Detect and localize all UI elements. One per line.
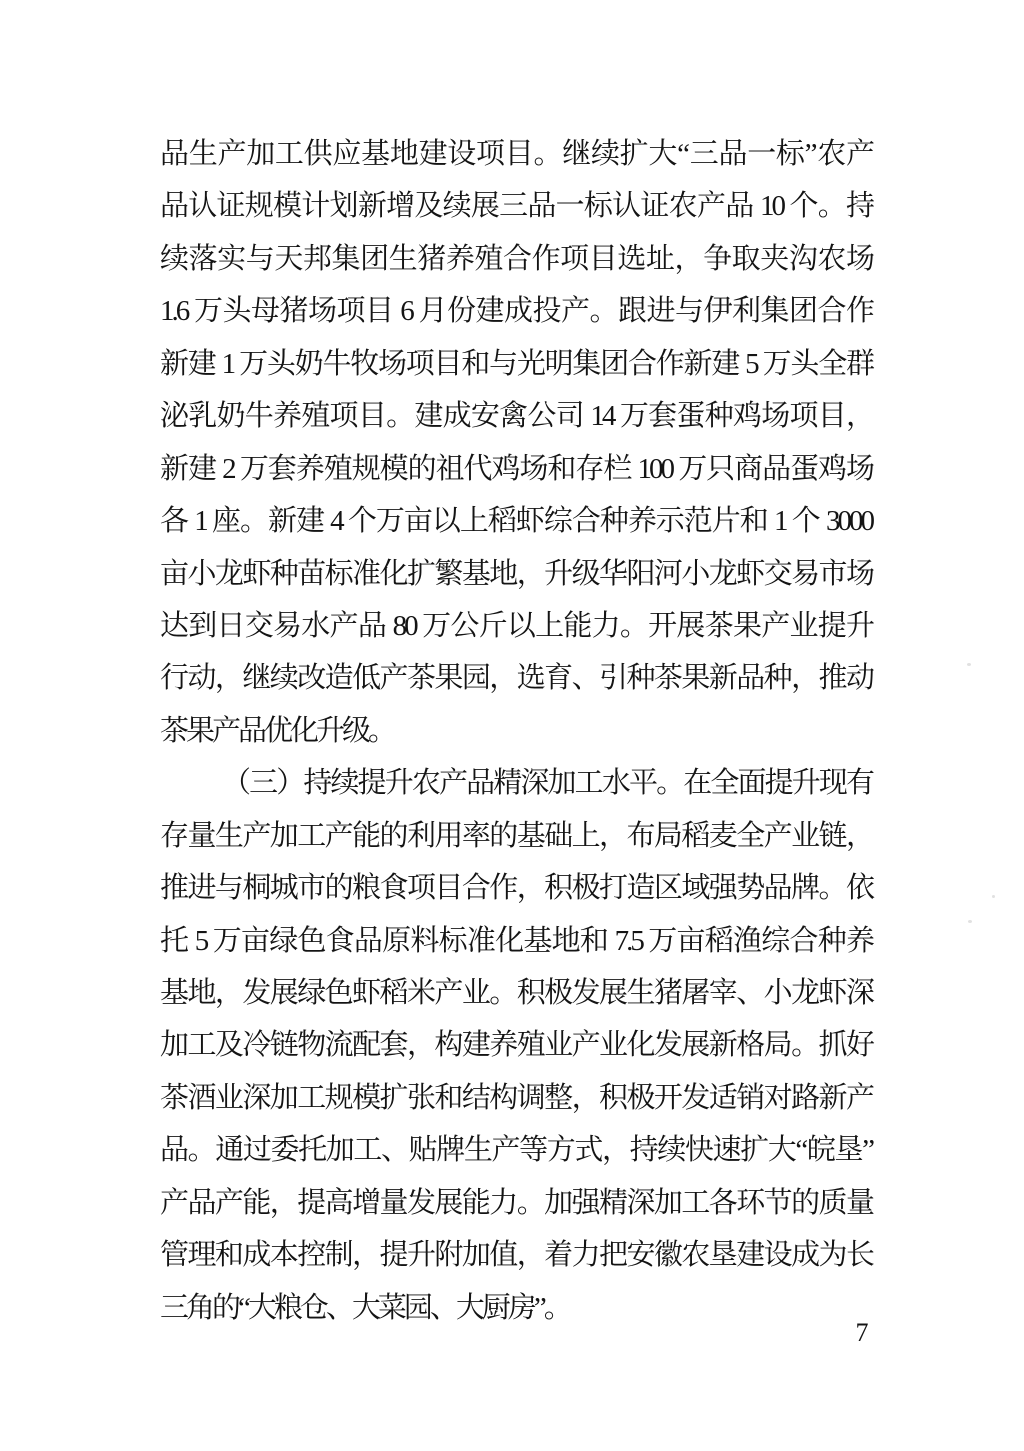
text-line: 管理和成本控制，提升附加值，着力把安徽农垦建设成为长: [160, 1239, 872, 1272]
scan-speck: [992, 895, 995, 898]
text-line: 亩小龙虾种苗标准化扩繁基地，升级华阳河小龙虾交易市场: [160, 557, 872, 590]
text-line: 品认证规模计划新增及续展三品一标认证农产品 10 个。持: [160, 190, 872, 223]
document-text-block: [160, 128, 872, 1334]
text-line: 托 5 万亩绿色食品原料标准化基地和 7.5 万亩稻渔综合种养: [160, 924, 872, 957]
text-line: 达到日交易水产品 80 万公斤以上能力。开展茶果产业提升: [160, 609, 872, 642]
text-line: 品生产加工供应基地建设项目。继续扩大“三品一标”农产: [160, 138, 872, 170]
text-line: 茶果产品优化升级。: [160, 714, 395, 747]
text-line: 各 1 座。新建 4 个万亩以上稻虾综合种养示范片和 1 个 3000: [160, 505, 872, 538]
text-line: 续落实与天邦集团生猪养殖合作项目选址，争取夹沟农场: [160, 242, 872, 275]
text-line: 基地，发展绿色虾稻米产业。积极发展生猪屠宰、小龙虾深: [160, 977, 872, 1009]
text-line: 三角的“大粮仓、大菜园、大厨房”。: [160, 1291, 570, 1324]
text-line: 推进与桐城市的粮食项目合作，积极打造区域强势品牌。依: [160, 872, 872, 905]
text-line: 1.6 万头母猪场项目 6 月份建成投产。跟进与伊利集团合作: [160, 295, 872, 328]
text-line: 泌乳奶牛养殖项目。建成安禽公司 14 万套蛋种鸡场项目，: [160, 400, 872, 433]
scan-speck: [968, 920, 972, 923]
text-line: 行动，继续改造低产茶果园，选育、引种茶果新品种，推动: [160, 662, 872, 695]
text-line: 存量生产加工产能的利用率的基础上，布局稻麦全产业链，: [160, 819, 872, 852]
page-number: 7: [855, 1318, 869, 1347]
text-line: 加工及冷链物流配套，构建养殖业产业化发展新格局。抓好: [160, 1029, 872, 1062]
text-line: 产品产能，提高增量发展能力。加强精深加工各环节的质量: [160, 1186, 872, 1219]
text-line: 品。通过委托加工、贴牌生产等方式，持续快速扩大“皖垦”: [160, 1134, 872, 1167]
scan-speck: [967, 663, 971, 666]
text-line: 新建 2 万套养殖规模的祖代鸡场和存栏 100 万只商品蛋鸡场: [160, 452, 872, 485]
text-line: 新建 1 万头奶牛牧场项目和与光明集团合作新建 5 万头全群: [160, 347, 872, 380]
text-line: 茶酒业深加工规模扩张和结构调整，积极开发适销对路新产: [160, 1081, 872, 1114]
section-heading-line: （三）持续提升农产品精深加工水平。在全面提升现有: [222, 767, 872, 800]
